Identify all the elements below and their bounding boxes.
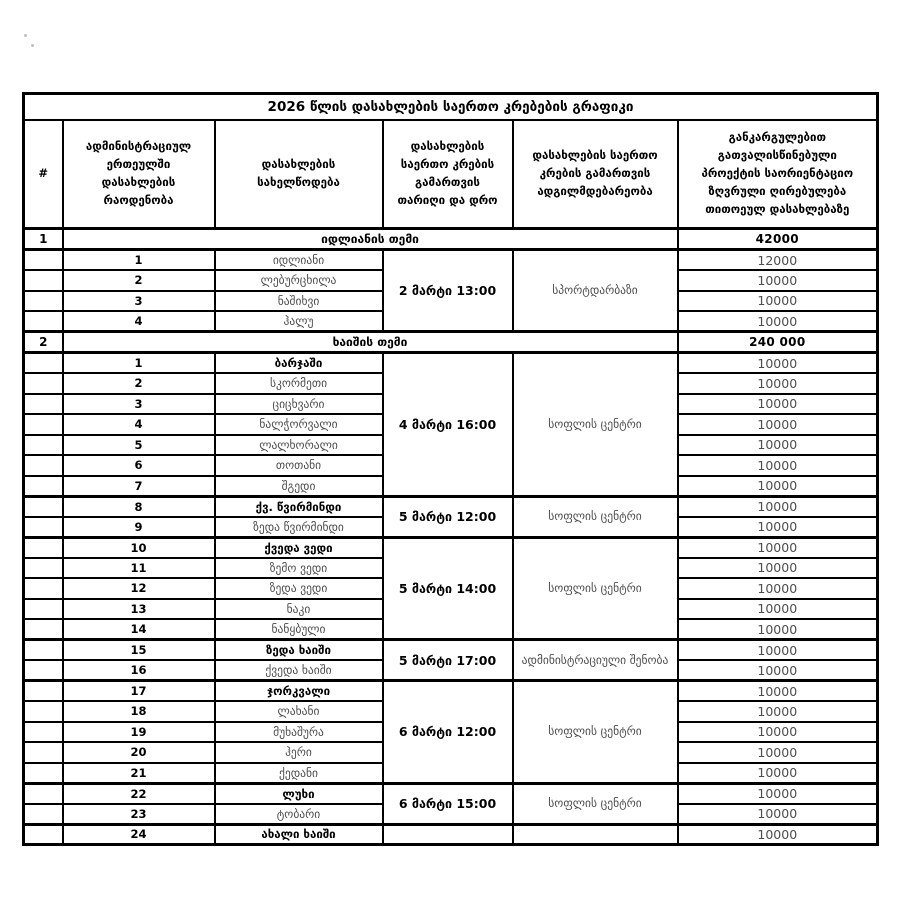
meeting-date-cell: 2 მარტი 13:00 bbox=[383, 250, 513, 332]
row-number-cell: 21 bbox=[63, 763, 215, 784]
amount-cell: 10000 bbox=[678, 373, 878, 394]
village-name-cell: იდლიანი bbox=[215, 250, 383, 271]
row-index-cell bbox=[24, 311, 63, 332]
row-index-cell bbox=[24, 783, 63, 804]
table-row bbox=[24, 353, 878, 374]
row-number-cell: 23 bbox=[63, 804, 215, 825]
col-header-settlement-count: ადმინისტრაციულ ერთეულში დასახლების რაოდენობა bbox=[63, 120, 215, 229]
meeting-date-cell: 6 მარტი 12:00 bbox=[383, 681, 513, 784]
village-name-cell: ქვედა ხაიში bbox=[215, 660, 383, 681]
row-index-cell bbox=[24, 455, 63, 476]
meeting-location-cell: ადმინისტრაციული შენობა bbox=[513, 640, 678, 681]
row-number-cell: 7 bbox=[63, 476, 215, 497]
amount-cell: 10000 bbox=[678, 599, 878, 620]
amount-cell: 10000 bbox=[678, 558, 878, 579]
village-name-cell: ქვედა ვედი bbox=[215, 537, 383, 558]
table-head bbox=[24, 94, 878, 229]
row-number-cell: 5 bbox=[63, 435, 215, 456]
scan-speck bbox=[31, 44, 34, 47]
village-name-cell: ზემო ვედი bbox=[215, 558, 383, 579]
amount-cell: 10000 bbox=[678, 783, 878, 804]
village-name-cell: შგედი bbox=[215, 476, 383, 497]
row-number-cell: 10 bbox=[63, 537, 215, 558]
group-row bbox=[24, 229, 878, 250]
row-number-cell: 3 bbox=[63, 291, 215, 312]
village-name-cell: ჰალუ bbox=[215, 311, 383, 332]
village-name-cell: სკორმეთი bbox=[215, 373, 383, 394]
village-name-cell: ზედა ვედი bbox=[215, 578, 383, 599]
amount-cell: 10000 bbox=[678, 824, 878, 845]
meeting-location-cell: სოფლის ცენტრი bbox=[513, 537, 678, 640]
row-index-cell bbox=[24, 250, 63, 271]
amount-cell: 10000 bbox=[678, 640, 878, 661]
village-name-cell: თოთანი bbox=[215, 455, 383, 476]
amount-cell: 10000 bbox=[678, 660, 878, 681]
village-name-cell: ლუხი bbox=[215, 783, 383, 804]
group-name-cell: იდლიანის თემი bbox=[63, 229, 678, 250]
col-header-meeting-date: დასახლების საერთო კრების გამართვის თარიღი და დრო bbox=[383, 120, 513, 229]
row-number-cell: 4 bbox=[63, 311, 215, 332]
row-index-cell bbox=[24, 804, 63, 825]
village-name-cell: ტობარი bbox=[215, 804, 383, 825]
amount-cell: 10000 bbox=[678, 517, 878, 538]
village-name-cell: ზედა ხაიში bbox=[215, 640, 383, 661]
amount-cell: 10000 bbox=[678, 804, 878, 825]
amount-cell: 10000 bbox=[678, 619, 878, 640]
row-index-cell bbox=[24, 599, 63, 620]
row-index-cell bbox=[24, 291, 63, 312]
row-number-cell: 1 bbox=[63, 250, 215, 271]
row-number-cell: 12 bbox=[63, 578, 215, 599]
village-name-cell: ნანყბული bbox=[215, 619, 383, 640]
row-index-cell bbox=[24, 353, 63, 374]
row-index-cell bbox=[24, 763, 63, 784]
row-number-cell: 15 bbox=[63, 640, 215, 661]
row-number-cell: 22 bbox=[63, 783, 215, 804]
col-header-settlement-name: დასახლების სახელწოდება bbox=[215, 120, 383, 229]
village-name-cell: ლალხორალი bbox=[215, 435, 383, 456]
row-index-cell bbox=[24, 722, 63, 743]
table-row bbox=[24, 783, 878, 804]
group-number-cell: 1 bbox=[24, 229, 63, 250]
meeting-date-cell: 5 მარტი 17:00 bbox=[383, 640, 513, 681]
row-index-cell bbox=[24, 373, 63, 394]
row-number-cell: 16 bbox=[63, 660, 215, 681]
village-name-cell: ლახანი bbox=[215, 701, 383, 722]
amount-cell: 10000 bbox=[678, 537, 878, 558]
row-number-cell: 18 bbox=[63, 701, 215, 722]
meeting-date-cell: 5 მარტი 14:00 bbox=[383, 537, 513, 640]
row-index-cell bbox=[24, 394, 63, 415]
amount-cell: 10000 bbox=[678, 455, 878, 476]
meeting-date-cell: 5 მარტი 12:00 bbox=[383, 496, 513, 537]
row-number-cell: 8 bbox=[63, 496, 215, 517]
village-name-cell: ქედანი bbox=[215, 763, 383, 784]
row-index-cell bbox=[24, 414, 63, 435]
row-number-cell: 1 bbox=[63, 353, 215, 374]
meeting-date-cell: 4 მარტი 16:00 bbox=[383, 353, 513, 497]
row-number-cell: 3 bbox=[63, 394, 215, 415]
village-name-cell: ნაშიხვი bbox=[215, 291, 383, 312]
group-total-cell: 42000 bbox=[678, 229, 878, 250]
amount-cell: 10000 bbox=[678, 270, 878, 291]
meeting-location-cell: სოფლის ცენტრი bbox=[513, 496, 678, 537]
row-index-cell bbox=[24, 476, 63, 497]
village-name-cell: ლებურცხილა bbox=[215, 270, 383, 291]
row-index-cell bbox=[24, 640, 63, 661]
meeting-location-cell: სოფლის ცენტრი bbox=[513, 783, 678, 824]
row-index-cell bbox=[24, 619, 63, 640]
amount-cell: 10000 bbox=[678, 394, 878, 415]
village-name-cell: ბარჯაში bbox=[215, 353, 383, 374]
row-index-cell bbox=[24, 742, 63, 763]
village-name-cell: ახალი ხაიში bbox=[215, 824, 383, 845]
row-index-cell bbox=[24, 558, 63, 579]
col-header-index: # bbox=[24, 120, 63, 229]
village-name-cell: მუხაშურა bbox=[215, 722, 383, 743]
table-row bbox=[24, 250, 878, 271]
row-number-cell: 24 bbox=[63, 824, 215, 845]
row-index-cell bbox=[24, 701, 63, 722]
row-index-cell bbox=[24, 681, 63, 702]
row-index-cell bbox=[24, 270, 63, 291]
table-title: 2026 წლის დასახლების საერთო კრებების გრაფიკი bbox=[24, 94, 878, 121]
amount-cell: 10000 bbox=[678, 435, 878, 456]
amount-cell: 10000 bbox=[678, 681, 878, 702]
meeting-date-cell bbox=[383, 824, 513, 845]
row-number-cell: 9 bbox=[63, 517, 215, 538]
title-row bbox=[24, 94, 878, 121]
village-name-cell: ციცხვარი bbox=[215, 394, 383, 415]
row-index-cell bbox=[24, 435, 63, 456]
amount-cell: 10000 bbox=[678, 291, 878, 312]
amount-cell: 10000 bbox=[678, 311, 878, 332]
meeting-location-cell: სოფლის ცენტრი bbox=[513, 681, 678, 784]
village-name-cell: ნაკი bbox=[215, 599, 383, 620]
amount-cell: 10000 bbox=[678, 742, 878, 763]
schedule-table bbox=[22, 92, 879, 846]
group-name-cell: ხაიშის თემი bbox=[63, 332, 678, 353]
meeting-location-cell: სოფლის ცენტრი bbox=[513, 353, 678, 497]
row-number-cell: 6 bbox=[63, 455, 215, 476]
amount-cell: 10000 bbox=[678, 476, 878, 497]
amount-cell: 10000 bbox=[678, 701, 878, 722]
amount-cell: 10000 bbox=[678, 763, 878, 784]
row-number-cell: 11 bbox=[63, 558, 215, 579]
village-name-cell: ჰერი bbox=[215, 742, 383, 763]
row-index-cell bbox=[24, 537, 63, 558]
group-number-cell: 2 bbox=[24, 332, 63, 353]
group-row bbox=[24, 332, 878, 353]
meeting-location-cell: სპორტდარბაზი bbox=[513, 250, 678, 332]
village-name-cell: ზედა წვირმინდი bbox=[215, 517, 383, 538]
col-header-meeting-location: დასახლების საერთო კრების გამართვის ადგილმდებარეობა bbox=[513, 120, 678, 229]
village-name-cell: ნალჭორვალი bbox=[215, 414, 383, 435]
row-index-cell bbox=[24, 824, 63, 845]
row-number-cell: 20 bbox=[63, 742, 215, 763]
amount-cell: 10000 bbox=[678, 496, 878, 517]
row-number-cell: 17 bbox=[63, 681, 215, 702]
row-number-cell: 19 bbox=[63, 722, 215, 743]
row-index-cell bbox=[24, 578, 63, 599]
table-row bbox=[24, 537, 878, 558]
col-header-project-cost: განკარგულებით გათვალისწინებული პროექტის საორიენტაციო ზღვრული ღირებულება თითოეულ დასახლებაზე bbox=[678, 120, 878, 229]
meeting-date-cell: 6 მარტი 15:00 bbox=[383, 783, 513, 824]
table-row bbox=[24, 640, 878, 661]
village-name-cell: ქვ. წვირმინდი bbox=[215, 496, 383, 517]
amount-cell: 12000 bbox=[678, 250, 878, 271]
row-number-cell: 13 bbox=[63, 599, 215, 620]
header-row bbox=[24, 120, 878, 229]
amount-cell: 10000 bbox=[678, 722, 878, 743]
row-index-cell bbox=[24, 496, 63, 517]
table-row bbox=[24, 824, 878, 845]
row-index-cell bbox=[24, 660, 63, 681]
amount-cell: 10000 bbox=[678, 353, 878, 374]
row-number-cell: 14 bbox=[63, 619, 215, 640]
row-index-cell bbox=[24, 517, 63, 538]
row-number-cell: 2 bbox=[63, 270, 215, 291]
amount-cell: 10000 bbox=[678, 414, 878, 435]
meeting-location-cell bbox=[513, 824, 678, 845]
village-name-cell: ჯორკვალი bbox=[215, 681, 383, 702]
table-row bbox=[24, 496, 878, 517]
group-total-cell: 240 000 bbox=[678, 332, 878, 353]
row-number-cell: 2 bbox=[63, 373, 215, 394]
amount-cell: 10000 bbox=[678, 578, 878, 599]
table-body bbox=[24, 229, 878, 845]
row-number-cell: 4 bbox=[63, 414, 215, 435]
scan-speck bbox=[24, 34, 27, 37]
table-row bbox=[24, 681, 878, 702]
